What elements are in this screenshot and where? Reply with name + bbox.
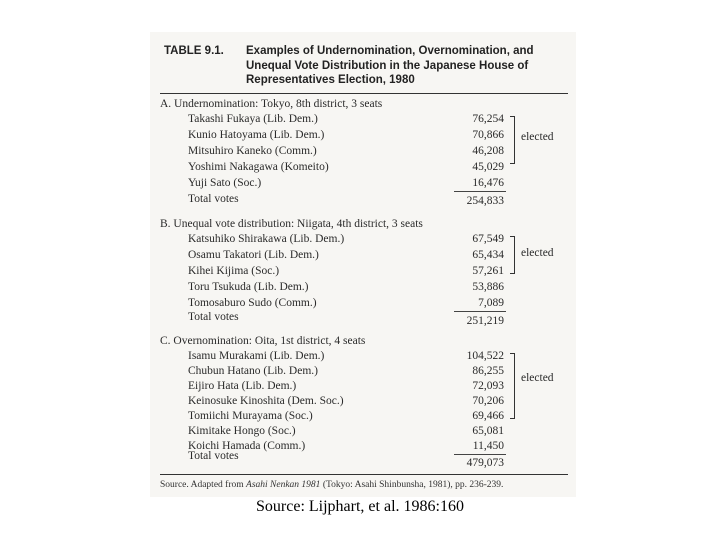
candidate-name: Chubun Hatano (Lib. Dem.) bbox=[188, 365, 318, 377]
candidate-name: Kimitake Hongo (Soc.) bbox=[188, 425, 296, 437]
candidate-votes: 65,434 bbox=[472, 249, 504, 261]
source-rest: (Tokyo: Asahi Shinbunsha, 1981), pp. 236-239. bbox=[322, 480, 504, 490]
total-votes: 254,833 bbox=[466, 195, 504, 207]
candidate-votes: 65,081 bbox=[472, 425, 504, 437]
bottom-rule bbox=[160, 474, 568, 475]
elected-label: elected bbox=[521, 131, 554, 143]
elected-brace bbox=[510, 116, 515, 164]
section-c-header: C. Overnomination: Oita, 1st district, 4 seats bbox=[160, 335, 366, 347]
candidate-votes: 11,450 bbox=[472, 440, 504, 452]
candidate-name: Mitsuhiro Kaneko (Comm.) bbox=[188, 145, 317, 157]
candidate-votes: 57,261 bbox=[472, 265, 504, 277]
candidate-votes: 67,549 bbox=[472, 233, 504, 245]
source-note bbox=[160, 479, 503, 491]
candidate-name: Katsuhiko Shirakawa (Lib. Dem.) bbox=[188, 233, 345, 245]
candidate-name: Tomosaburo Sudo (Comm.) bbox=[188, 297, 317, 309]
candidate-votes: 72,093 bbox=[472, 380, 504, 392]
candidate-name: Kunio Hatoyama (Lib. Dem.) bbox=[188, 129, 325, 141]
candidate-name: Toru Tsukuda (Lib. Dem.) bbox=[188, 281, 309, 293]
candidate-name: Yuji Sato (Soc.) bbox=[188, 177, 262, 189]
total-votes: 479,073 bbox=[466, 457, 504, 469]
candidate-name: Koichi Hamada (Comm.) bbox=[188, 440, 306, 452]
candidate-votes: 86,255 bbox=[472, 365, 504, 377]
candidate-name: Keinosuke Kinoshita (Dem. Soc.) bbox=[188, 395, 344, 407]
candidate-votes: 70,206 bbox=[472, 395, 504, 407]
elected-brace bbox=[510, 236, 515, 274]
total-label: Total votes bbox=[188, 450, 239, 462]
table-title-text: Examples of Undernomination, Overnomination, and Unequal Vote Distribution in the Japanese House of Representatives Election, 1980 bbox=[246, 45, 534, 86]
candidate-votes: 69,466 bbox=[472, 410, 504, 422]
candidate-name: Isamu Murakami (Lib. Dem.) bbox=[188, 350, 325, 362]
table-label: TABLE 9.1. bbox=[164, 45, 224, 57]
sum-rule bbox=[454, 191, 506, 192]
total-votes: 251,219 bbox=[466, 315, 504, 327]
candidate-name: Kihei Kijima (Soc.) bbox=[188, 265, 280, 277]
candidate-name: Tomiichi Murayama (Soc.) bbox=[188, 410, 313, 422]
candidate-name: Eijiro Hata (Lib. Dem.) bbox=[188, 380, 297, 392]
total-label: Total votes bbox=[188, 311, 239, 323]
candidate-votes: 76,254 bbox=[472, 113, 504, 125]
candidate-votes: 45,029 bbox=[472, 161, 504, 173]
section-a-header: A. Undernomination: Tokyo, 8th district, 3 seats bbox=[160, 98, 383, 110]
candidate-votes: 104,522 bbox=[466, 350, 504, 362]
table-scan bbox=[150, 32, 576, 497]
candidate-name: Yoshimi Nakagawa (Komeito) bbox=[188, 161, 329, 173]
candidate-name: Osamu Takatori (Lib. Dem.) bbox=[188, 249, 319, 261]
source-prefix: Source. Adapted from bbox=[160, 480, 244, 490]
elected-brace bbox=[510, 353, 515, 419]
candidate-votes: 7,089 bbox=[478, 297, 504, 309]
elected-label: elected bbox=[521, 247, 554, 259]
candidate-votes: 16,476 bbox=[472, 177, 504, 189]
candidate-votes: 70,866 bbox=[472, 129, 504, 141]
total-label: Total votes bbox=[188, 193, 239, 205]
elected-label: elected bbox=[521, 372, 554, 384]
slide-caption: Source: Lijphart, et al. 1986:160 bbox=[256, 498, 464, 515]
candidate-votes: 53,886 bbox=[472, 281, 504, 293]
candidate-votes: 46,208 bbox=[472, 145, 504, 157]
sum-rule bbox=[454, 311, 506, 312]
top-rule bbox=[160, 93, 568, 94]
section-b-header: B. Unequal vote distribution: Niigata, 4th district, 3 seats bbox=[160, 218, 423, 230]
candidate-name: Takashi Fukaya (Lib. Dem.) bbox=[188, 113, 318, 125]
source-title: Asahi Nenkan 1981 bbox=[246, 480, 321, 490]
